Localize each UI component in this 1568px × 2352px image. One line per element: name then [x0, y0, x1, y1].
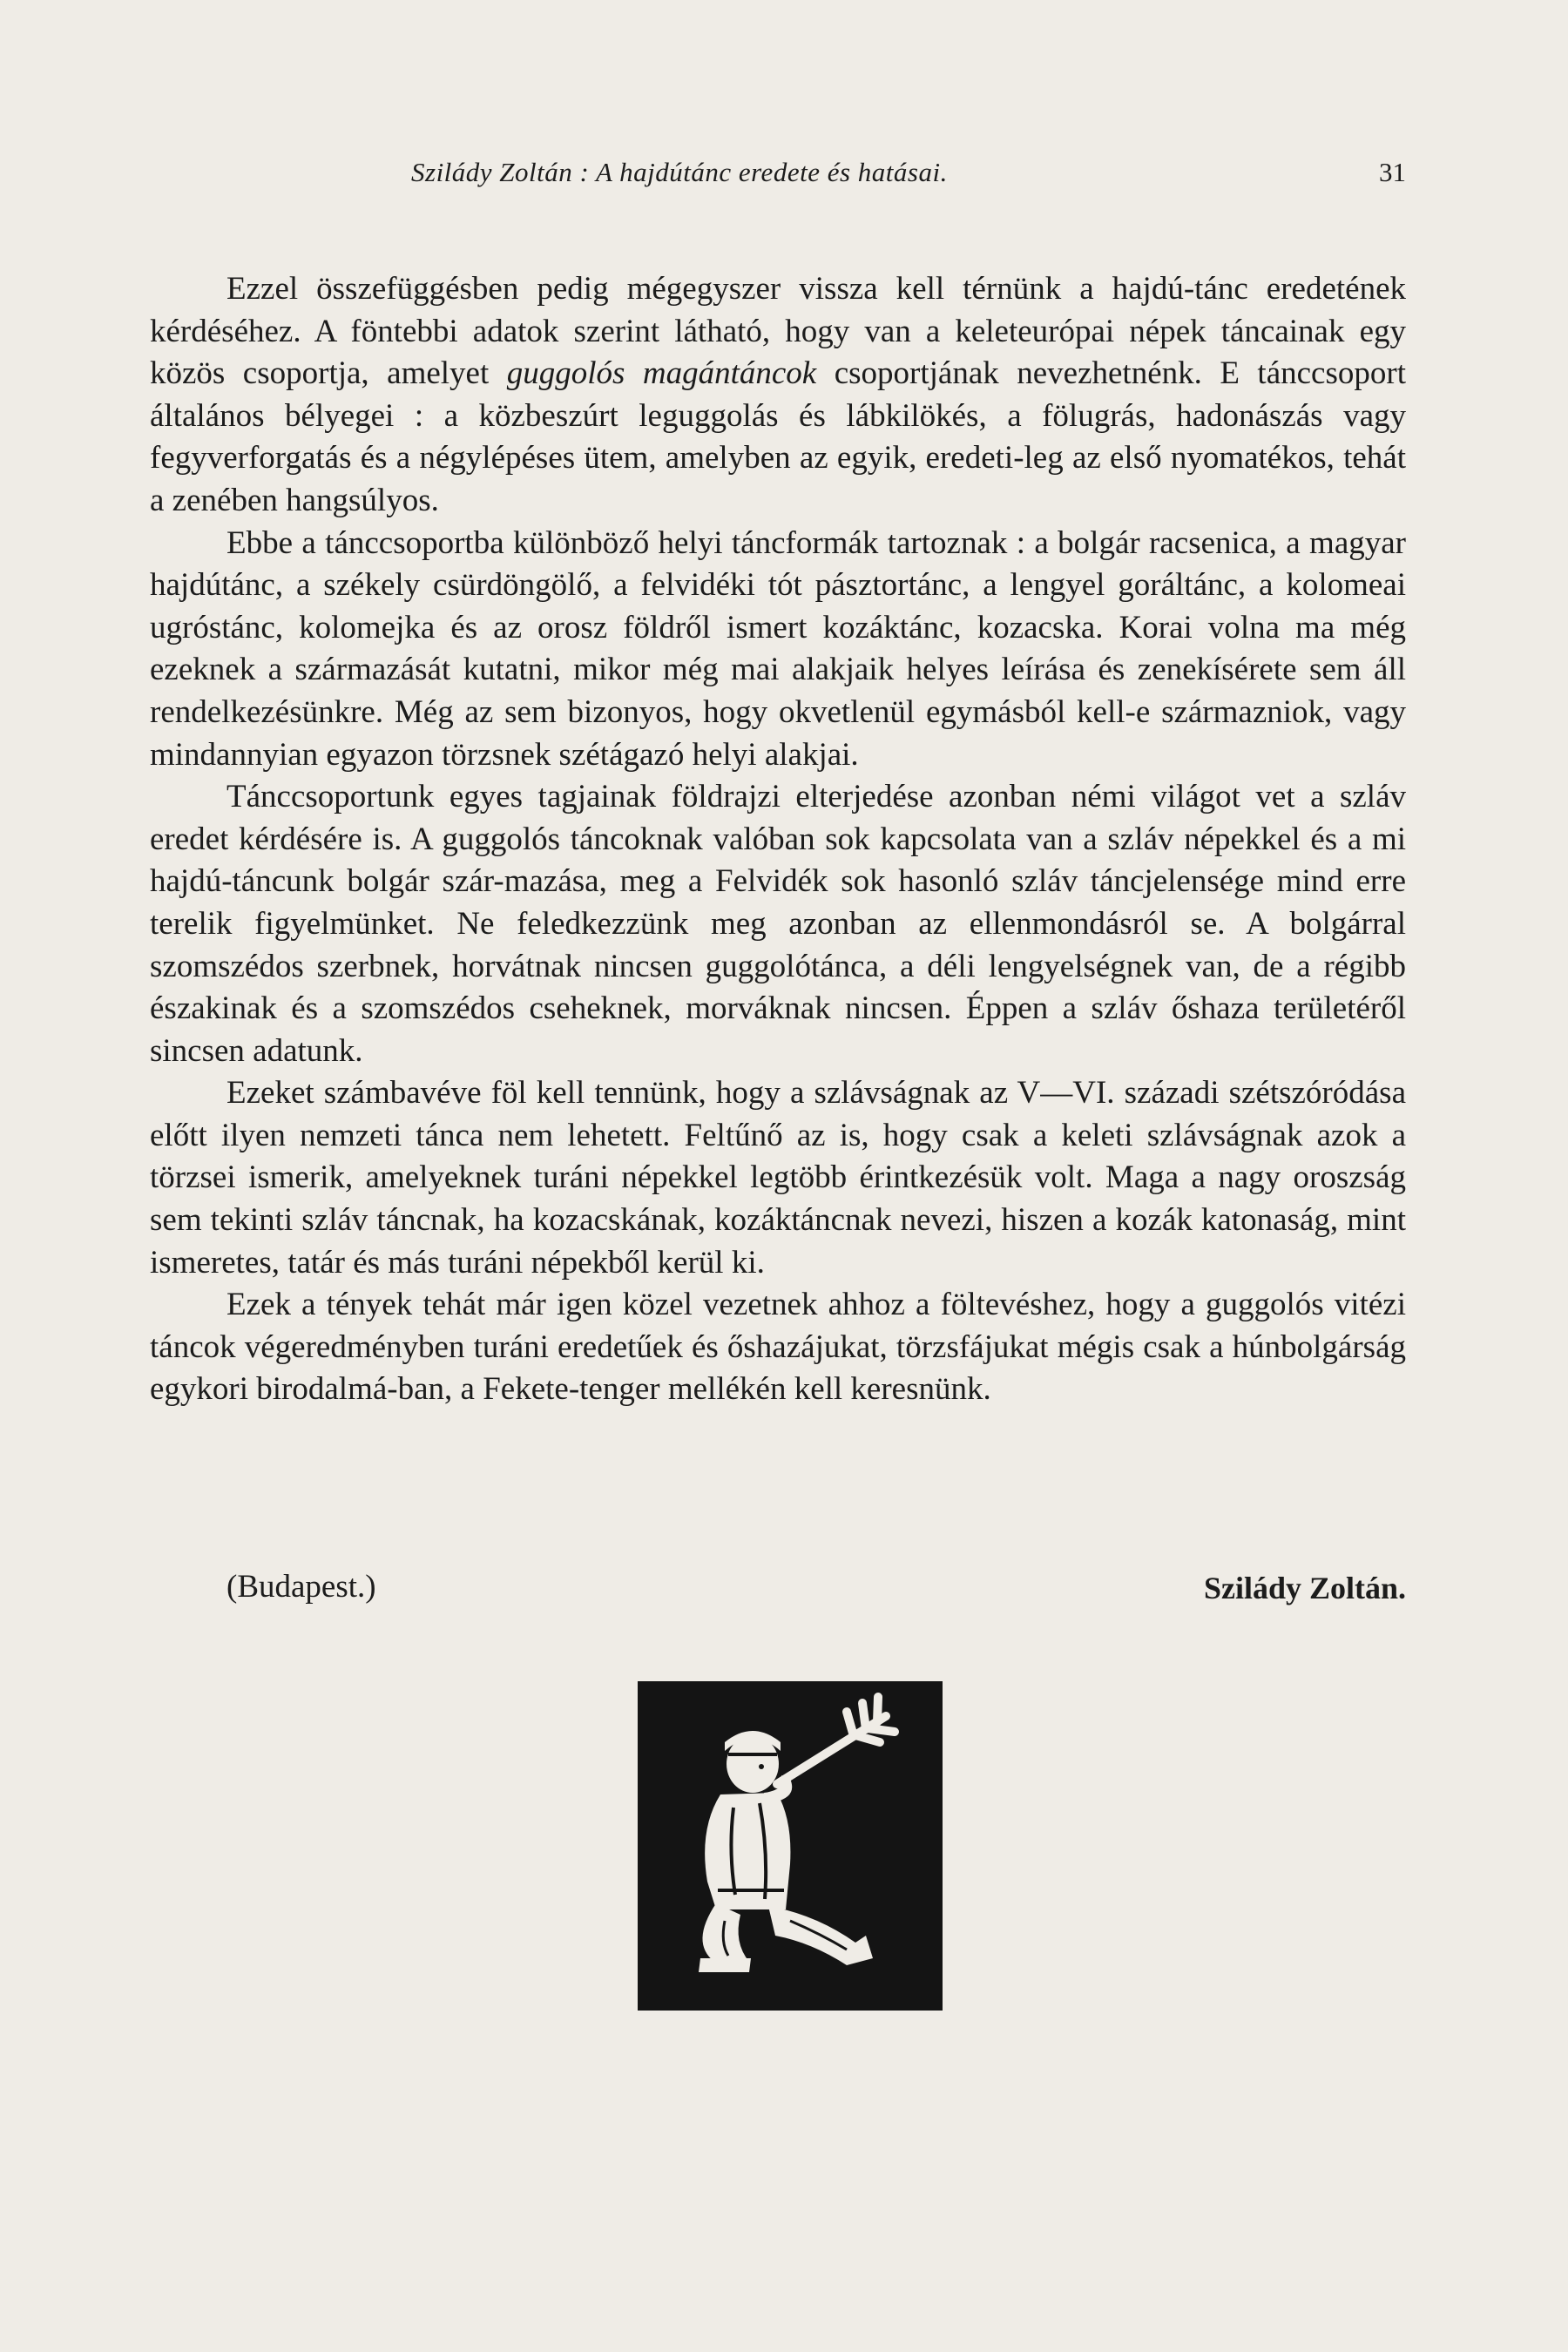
- paragraph-1-text-b: csoportjának nevezhetnénk. E tánccsoport általános bélyegei : a közbeszúrt leguggolás és lábkilökés, a fölugrás, hadonászás vagy fegyverforgatás és a négylépéses ütem, amelyben az egyik, eredeti-leg az első nyomatékos, tehát a zenében hangsúlyos.: [150, 355, 1406, 518]
- paragraph-3: Tánccsoportunk egyes tagjainak földrajzi elterjedése azonban némi világot vet a szláv eredet kérdésére is. A guggolós táncoknak valóban sok kapcsolata van a szláv népekkel és a mi hajdú-táncunk bolgár szár-mazása, meg a Felvidék sok hasonló szláv táncjelensége mind erre terelik figyelmünket. Ne feledkezzünk meg azonban az ellenmondásról se. A bolgárral szomszédos szerbnek, horvátnak nincsen guggolótánca, a déli lengyelségnek van, de a régibb északinak és a szomszédos cseheknek, morváknak nincsen. Éppen a szláv őshaza területéről sincsen adatunk.: [150, 779, 1406, 1069]
- eye-mark: [759, 1764, 764, 1769]
- author-signature: Szilády Zoltán.: [1203, 1571, 1406, 1605]
- woodcut-flute-player-icon: [638, 1681, 943, 2011]
- paragraph-1-text-a: Ezzel összefüggésben pedig mégegyszer vissza kell térnünk a hajdú-tánc eredetének kérdéséhez. A föntebbi adatok szerint látható, hogy van a keleteurópai népek táncainak egy közös csoportja, amelyet: [150, 271, 1406, 392]
- signature-row: [150, 1568, 1406, 1620]
- paragraph-2: Ebbe a tánccsoportba különböző helyi táncformák tartoznak : a bolgár racsenica, a magyar hajdútánc, a székely csürdöngölő, a felvidéki tót pásztortánc, a lengyel goráltánc, a kolomeai ugróstánc, kolomejka és az orosz földről ismert kozáktánc, kozacska. Korai volna ma még ezeknek a származását kutatni, mikor még mai alakjaik helyes leírása és zenekísérete sem áll rendelkezésünkre. Még az sem bizonyos, hogy okvetlenül egymásból kell-e származniok, vagy mindannyian egyazon törzsnek szétágazó helyi alakjai.: [150, 524, 1406, 773]
- paragraph-1-emphasis: guggolós magántáncok: [506, 355, 817, 392]
- foot-shape: [699, 1958, 751, 1972]
- paragraph-1: [150, 268, 1406, 523]
- page-number: 31: [1379, 157, 1406, 187]
- paragraph-5: Ezek a tények tehát már igen közel vezetnek ahhoz a föltevéshez, hogy a guggolós vitézi táncok végeredményben turáni eredetűek és őshazájukat, törzsfájukat mégis csak a húnbolgárság egykori birodalmá-ban, a Fekete-tenger mellékén kell keresnünk.: [150, 1287, 1406, 1408]
- place-note: (Budapest.): [226, 1569, 376, 1605]
- page-header: [150, 150, 1406, 202]
- article-body: [150, 268, 1406, 1411]
- woodcut-illustration: [638, 1681, 943, 2011]
- paragraph-4: Ezeket számbavéve föl kell tennünk, hogy a szlávságnak az V—VI. századi szétszóródása előtt ilyen nemzeti tánca nem lehetett. Feltűnő az is, hogy csak a keleti szlávságnak azok a törzsei ismerik, amelyeknek turáni népekkel legtöbb érintkezésük volt. Maga a nagy oroszság sem tekinti szláv táncnak, ha kozacskának, kozáktáncnak nevezi, hiszen a kozák katonaság, mint ismeretes, tatár és más turáni népekből kerül ki.: [150, 1075, 1406, 1281]
- running-title: Szilády Zoltán : A hajdútánc eredete és hatásai.: [411, 157, 948, 187]
